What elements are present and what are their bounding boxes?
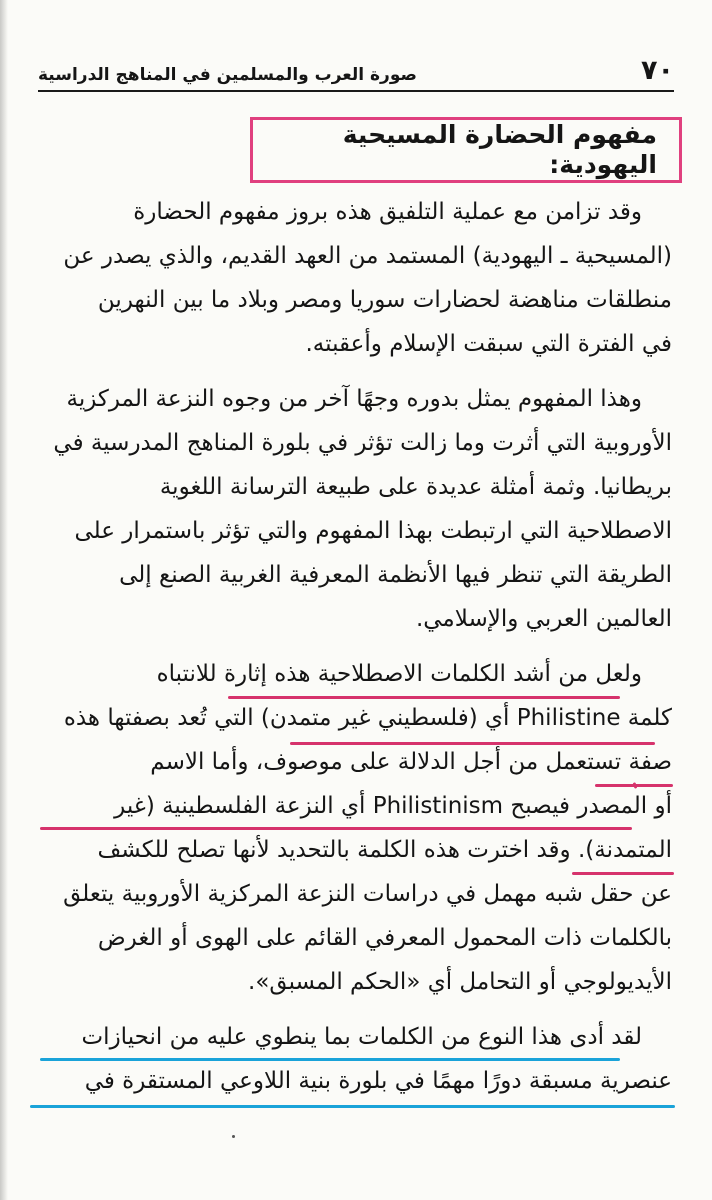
text-line: وهذا المفهوم يمثل بدوره وجهًا آخر من وجوه النزعة المركزية — [66, 386, 642, 412]
text-line: الأوروبية التي أثرت وما زالت تؤثر في بلورة المناهج المدرسية في — [53, 430, 672, 456]
paragraph-2 — [40, 377, 672, 641]
pink-underline — [290, 742, 655, 745]
pink-underline — [572, 872, 674, 875]
page-number: ٧٠ — [641, 55, 674, 86]
text-line: بالكلمات ذات المحمول المعرفي القائم على الهوى أو الغرض — [97, 925, 672, 951]
text-line: وقد تزامن مع عملية التلفيق هذه بروز مفهوم الحضارة — [133, 199, 642, 225]
text-line: صفة تستعمل من أجل الدلالة على موصوف، وأما الاسم — [150, 749, 672, 775]
text-line: بريطانيا. وثمة أمثلة عديدة على طبيعة الترسانة اللغوية — [159, 474, 672, 500]
text-line: لقد أدى هذا النوع من الكلمات بما ينطوي عليه من انحيازات — [81, 1024, 642, 1050]
paragraph-1 — [40, 190, 672, 366]
text-line: كلمة Philistine أي (فلسطيني غير متمدن) التي تُعد بصفتها هذه — [63, 705, 672, 731]
pink-underline — [40, 827, 632, 830]
pink-underline — [228, 696, 620, 699]
text-line: الطريقة التي تنظر فيها الأنظمة المعرفية الغربية الصنع إلى — [119, 562, 672, 588]
text-line: الاصطلاحية التي ارتبطت بهذا المفهوم والتي تؤثر باستمرار على — [74, 518, 672, 544]
text-line: عنصرية مسبقة دورًا مهمًا في بلورة بنية اللاوعي المستقرة في — [84, 1068, 672, 1094]
text-line: (المسيحية ـ اليهودية) المستمد من العهد القديم، والذي يصدر عن — [63, 243, 672, 269]
section-heading: مفهوم الحضارة المسيحية اليهودية: — [342, 120, 657, 179]
text-line: المتمدنة). وقد اخترت هذه الكلمة بالتحديد لأنها تصلح للكشف — [97, 837, 672, 863]
highlighted-heading-box — [250, 117, 682, 183]
text-line: الأيديولوجي أو التحامل أي «الحكم المسبق». — [248, 969, 672, 995]
text-line: عن حقل شبه مهمل في دراسات النزعة المركزية الأوروبية يتعلق — [63, 881, 672, 907]
text-line: أو المصدر فيصبح Philistinism أي النزعة الفلسطينية (غير — [114, 793, 672, 819]
running-title: صورة العرب والمسلمين في المناهج الدراسية — [38, 65, 417, 85]
running-header — [38, 52, 674, 92]
text-line: منطلقات مناهضة لحضارات سوريا ومصر وبلاد ما بين النهرين — [97, 287, 672, 313]
stray-dot — [232, 1135, 235, 1138]
blue-underline — [40, 1058, 620, 1061]
page-edge-shadow — [0, 0, 8, 1200]
text-line: في الفترة التي سبقت الإسلام وأعقبته. — [305, 331, 672, 357]
text-line: العالمين العربي والإسلامي. — [415, 606, 672, 632]
blue-underline — [30, 1105, 675, 1108]
text-line: ولعل من أشد الكلمات الاصطلاحية هذه إثارة للانتباه — [156, 661, 642, 687]
